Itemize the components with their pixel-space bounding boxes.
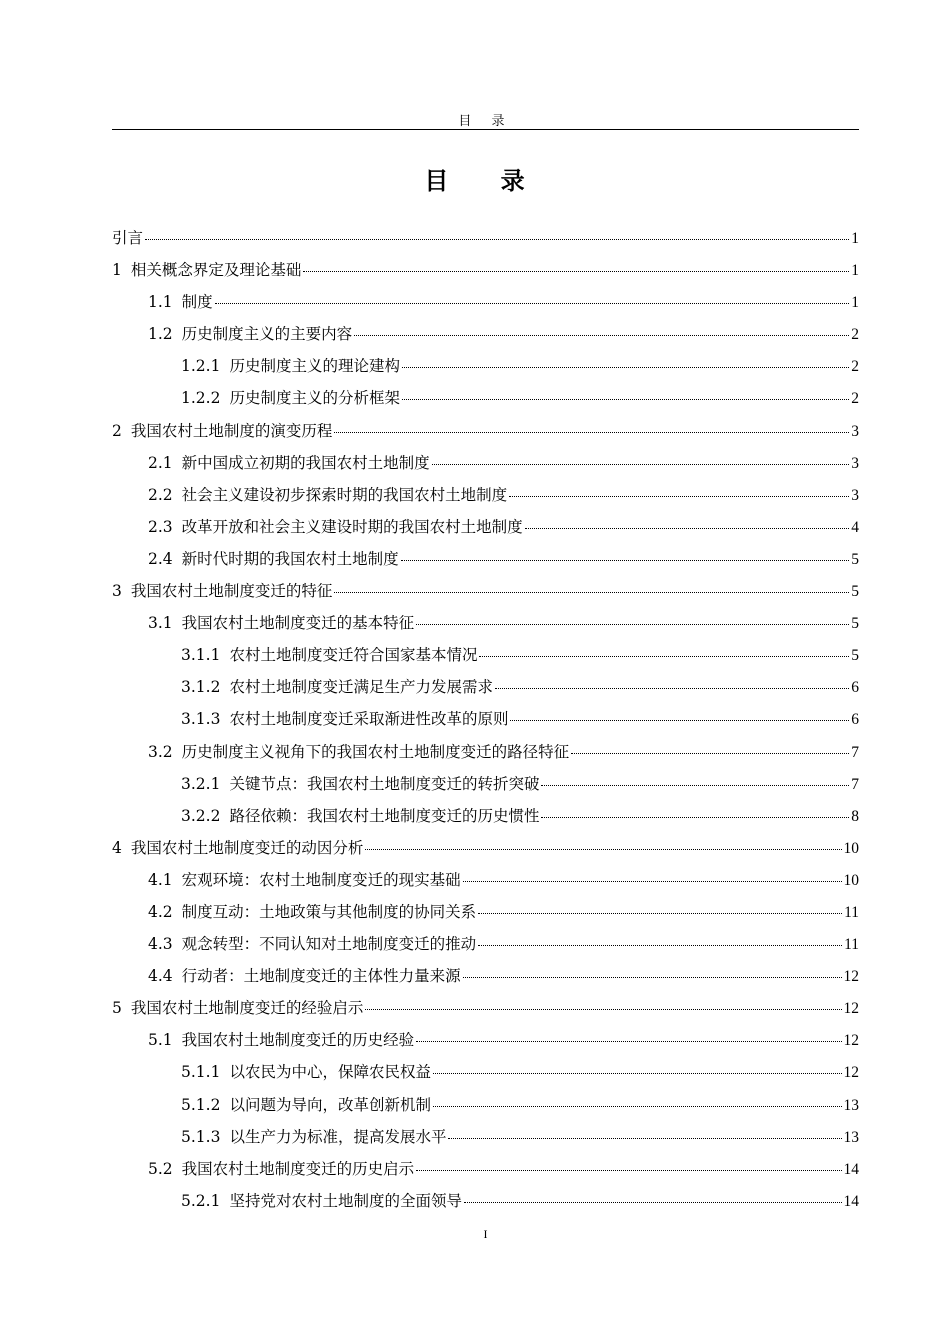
toc-entry-number: 4	[112, 838, 122, 857]
dot-leader	[463, 881, 842, 882]
dot-leader	[432, 464, 850, 465]
toc-entry-page: 3	[851, 454, 859, 472]
dot-leader	[495, 688, 849, 689]
toc-entry-number: 3.2.1	[181, 774, 221, 793]
dot-leader	[365, 849, 841, 850]
toc-entry-label: 新时代时期的我国农村土地制度	[181, 549, 399, 568]
toc-entry[interactable]	[112, 1091, 859, 1123]
dot-leader	[541, 817, 849, 818]
toc-entry-label: 我国农村土地制度的演变历程	[130, 421, 333, 440]
dot-leader	[479, 656, 849, 657]
toc-entry-page: 2	[851, 326, 859, 344]
toc-entry-page: 6	[851, 679, 859, 697]
toc-entry-page: 1	[851, 294, 859, 312]
dot-leader	[365, 1009, 841, 1010]
toc-entry[interactable]	[112, 673, 859, 705]
toc-entry-label: 农村土地制度变迁符合国家基本情况	[229, 646, 478, 665]
toc-entry-label: 历史制度主义的主要内容	[181, 325, 353, 344]
dot-leader	[416, 624, 849, 625]
toc-entry-number: 3.2	[148, 742, 173, 761]
toc-entry[interactable]	[112, 898, 859, 930]
toc-entry-label: 农村土地制度变迁采取渐进性改革的原则	[229, 710, 509, 729]
toc-entry-number: 3.1	[148, 614, 173, 633]
toc-entry[interactable]	[112, 224, 859, 256]
toc-entry-label: 关键节点：我国农村土地制度变迁的转折突破	[229, 774, 540, 793]
toc-entry-number: 5.1.1	[181, 1063, 221, 1082]
toc-entry-number: 2.3	[148, 517, 173, 536]
toc-entry-label: 引言	[112, 229, 144, 247]
toc-entry-label: 制度	[181, 293, 213, 312]
toc-entry-label: 社会主义建设初步探索时期的我国农村土地制度	[181, 485, 508, 504]
toc-entry-label: 我国农村土地制度变迁的基本特征	[181, 614, 415, 633]
toc-entry-page: 12	[843, 1064, 859, 1082]
toc-entry-number: 4.3	[148, 935, 173, 954]
toc-entry-label: 新中国成立初期的我国农村土地制度	[181, 453, 430, 472]
toc-entry[interactable]	[112, 641, 859, 673]
toc-entry-page: 7	[851, 743, 859, 761]
toc-entry-label: 我国农村土地制度变迁的动因分析	[130, 838, 364, 857]
toc-entry[interactable]	[112, 834, 859, 866]
toc-entry[interactable]	[112, 1123, 859, 1155]
toc-entry-page: 11	[844, 903, 859, 921]
toc-entry-page: 7	[851, 775, 859, 793]
toc-entry-label: 以生产力为标准，提高发展水平	[229, 1127, 447, 1146]
toc-entry-label: 历史制度主义的分析框架	[229, 389, 400, 408]
header-rule	[112, 129, 859, 130]
dot-leader	[525, 528, 850, 529]
toc-entry-label: 相关概念界定及理论基础	[130, 261, 302, 280]
toc-entry[interactable]	[112, 352, 859, 384]
toc-entry-page: 2	[851, 390, 859, 408]
toc-entry-number: 3.1.2	[181, 678, 221, 697]
toc-entry-number: 5.2.1	[181, 1191, 221, 1210]
toc-entry-label: 我国农村土地制度变迁的经验启示	[130, 999, 364, 1018]
toc-entry-label: 制度互动：土地政策与其他制度的协同关系	[181, 902, 477, 921]
toc-entry[interactable]	[112, 930, 859, 962]
toc-entry-page: 6	[851, 711, 859, 729]
toc-entry-number: 2	[112, 421, 122, 440]
toc-entry-number: 4.2	[148, 902, 173, 921]
toc-entry-label: 以问题为导向，改革创新机制	[229, 1095, 431, 1114]
dot-leader	[416, 1041, 841, 1042]
dot-leader	[541, 785, 849, 786]
toc-entry[interactable]	[112, 770, 859, 802]
toc-entry-page: 12	[843, 968, 859, 986]
toc-entry-page: 13	[843, 1128, 859, 1146]
dot-leader	[478, 945, 842, 946]
toc-entry-page: 2	[851, 358, 859, 376]
toc-entry-label: 我国农村土地制度变迁的历史经验	[181, 1031, 415, 1050]
page-title: 目 录	[424, 167, 547, 195]
dot-leader	[401, 560, 850, 561]
toc-entry-page: 1	[851, 230, 859, 247]
toc-entry[interactable]	[112, 738, 859, 770]
toc-entry-label: 宏观环境：农村土地制度变迁的现实基础	[181, 870, 461, 889]
toc-entry-number: 3.2.2	[181, 806, 221, 825]
toc-entry-number: 3.1.1	[181, 646, 221, 665]
toc-entry[interactable]	[112, 866, 859, 898]
toc-entry-number: 1.1	[148, 293, 173, 312]
toc-entry[interactable]	[112, 1187, 859, 1219]
toc-entry-number: 3	[112, 582, 122, 601]
dot-leader	[433, 1073, 842, 1074]
toc-entry-page: 4	[851, 518, 859, 536]
toc-entry-label: 改革开放和社会主义建设时期的我国农村土地制度	[181, 517, 523, 536]
toc-entry-page: 14	[843, 1192, 859, 1210]
dot-leader	[215, 303, 850, 304]
toc-entry-page: 3	[851, 486, 859, 504]
toc-entry[interactable]	[112, 449, 859, 481]
toc-entry-number: 1.2	[148, 325, 173, 344]
toc-entry[interactable]	[112, 609, 859, 641]
dot-leader	[416, 1170, 841, 1171]
toc-entry[interactable]	[112, 513, 859, 545]
toc-entry-number: 5.2	[148, 1159, 173, 1178]
toc-entry[interactable]	[112, 802, 859, 834]
dot-leader	[509, 496, 849, 497]
dot-leader	[303, 271, 849, 272]
toc-entry[interactable]	[112, 481, 859, 513]
table-of-contents	[112, 224, 859, 1219]
toc-entry-page: 5	[851, 583, 859, 601]
running-header: 目 录	[458, 114, 513, 129]
toc-entry-number: 5.1.3	[181, 1127, 221, 1146]
toc-entry-label: 坚持党对农村土地制度的全面领导	[229, 1191, 462, 1210]
toc-entry-number: 1.2.1	[181, 357, 221, 376]
toc-entry[interactable]	[112, 417, 859, 449]
toc-entry-page: 3	[851, 422, 859, 440]
toc-entry-number: 2.4	[148, 549, 173, 568]
toc-entry[interactable]	[112, 1026, 859, 1058]
toc-entry[interactable]	[112, 962, 859, 994]
toc-entry-label: 我国农村土地制度变迁的特征	[130, 582, 333, 601]
toc-entry-page: 14	[843, 1160, 859, 1178]
toc-entry-label: 行动者：土地制度变迁的主体性力量来源	[181, 967, 461, 986]
toc-entry-page: 10	[843, 871, 859, 889]
toc-entry-label: 观念转型：不同认知对土地制度变迁的推动	[181, 935, 477, 954]
toc-entry[interactable]	[112, 288, 859, 320]
toc-entry-page: 1	[851, 262, 859, 280]
toc-entry-label: 历史制度主义的理论建构	[229, 357, 400, 376]
toc-entry-number: 5	[112, 999, 122, 1018]
dot-leader	[478, 913, 842, 914]
toc-entry-label: 农村土地制度变迁满足生产力发展需求	[229, 678, 493, 697]
toc-entry-label: 我国农村土地制度变迁的历史启示	[181, 1159, 415, 1178]
toc-entry[interactable]	[112, 384, 859, 416]
toc-entry-page: 13	[843, 1096, 859, 1114]
dot-leader	[463, 977, 842, 978]
toc-entry[interactable]	[112, 994, 859, 1026]
toc-entry-number: 5.1.2	[181, 1095, 221, 1114]
toc-entry-number: 4.1	[148, 870, 173, 889]
toc-entry-number: 4.4	[148, 967, 173, 986]
toc-entry-page: 10	[843, 839, 859, 857]
toc-entry-number: 1.2.2	[181, 389, 221, 408]
toc-entry-page: 12	[843, 1032, 859, 1050]
toc-entry-number: 2.1	[148, 453, 173, 472]
toc-entry-label: 历史制度主义视角下的我国农村土地制度变迁的路径特征	[181, 742, 570, 761]
toc-entry-label: 路径依赖：我国农村土地制度变迁的历史惯性	[229, 806, 540, 825]
dot-leader	[448, 1138, 841, 1139]
dot-leader	[464, 1202, 842, 1203]
toc-entry-page: 11	[844, 936, 859, 954]
toc-entry[interactable]	[112, 320, 859, 352]
toc-entry-number: 5.1	[148, 1031, 173, 1050]
toc-entry-page: 5	[851, 550, 859, 568]
toc-entry[interactable]	[112, 1155, 859, 1187]
toc-entry[interactable]	[112, 545, 859, 577]
dot-leader	[433, 1106, 842, 1107]
dot-leader	[334, 592, 849, 593]
dot-leader	[402, 399, 849, 400]
toc-entry[interactable]	[112, 1058, 859, 1090]
dot-leader	[510, 720, 849, 721]
toc-entry-label: 以农民为中心，保障农民权益	[229, 1063, 431, 1082]
dot-leader	[145, 239, 849, 240]
dot-leader	[354, 335, 849, 336]
toc-entry-page: 8	[851, 807, 859, 825]
toc-entry-page: 5	[851, 615, 859, 633]
toc-entry-number: 2.2	[148, 485, 173, 504]
toc-entry-number: 1	[112, 261, 122, 280]
dot-leader	[402, 367, 849, 368]
toc-entry-page: 5	[851, 647, 859, 665]
page-number-footer: I	[483, 1227, 488, 1241]
toc-entry[interactable]	[112, 256, 859, 288]
dot-leader	[571, 753, 849, 754]
toc-entry[interactable]	[112, 705, 859, 737]
toc-entry-page: 12	[843, 1000, 859, 1018]
toc-entry[interactable]	[112, 577, 859, 609]
dot-leader	[334, 432, 849, 433]
toc-entry-number: 3.1.3	[181, 710, 221, 729]
